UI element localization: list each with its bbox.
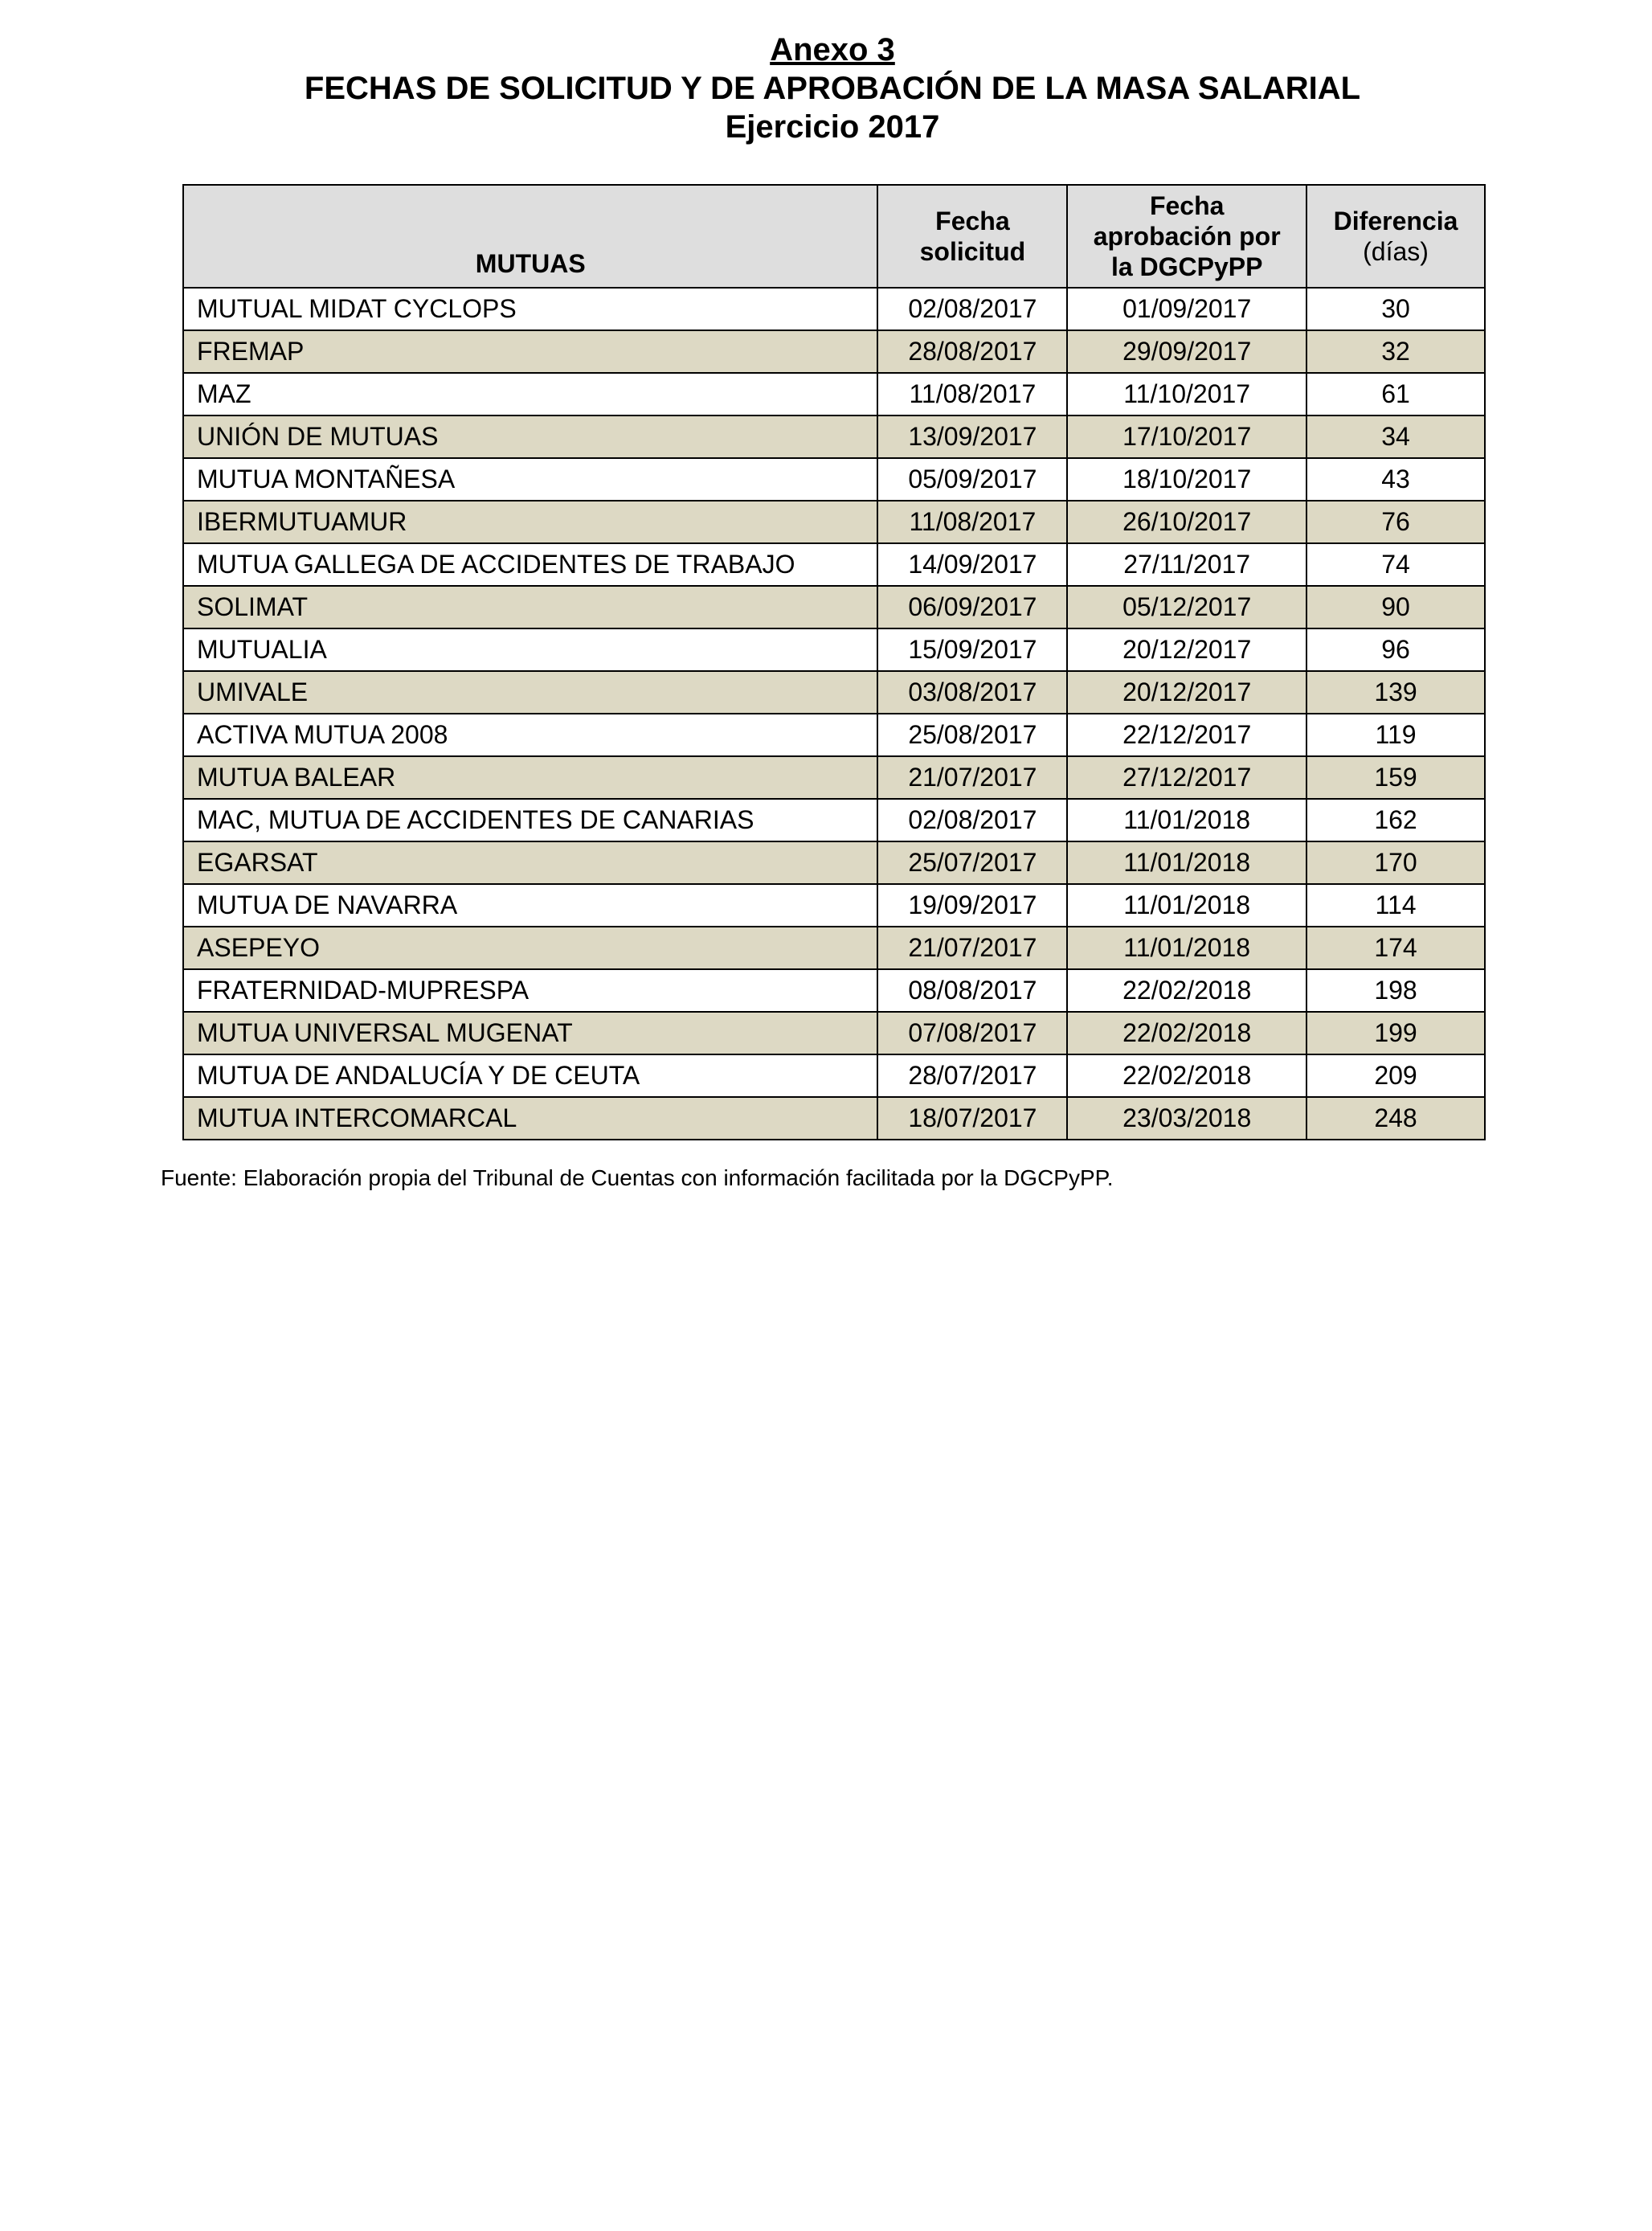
fecha-aprobacion-cell: 11/01/2018 bbox=[1067, 884, 1306, 927]
fecha-solicitud-cell: 15/09/2017 bbox=[877, 628, 1067, 671]
fecha-aprobacion-cell: 27/12/2017 bbox=[1067, 756, 1306, 799]
fecha-solicitud-cell: 19/09/2017 bbox=[877, 884, 1067, 927]
mutua-name-cell: MUTUAL MIDAT CYCLOPS bbox=[183, 288, 877, 330]
table-row bbox=[183, 756, 1485, 799]
dates-table bbox=[182, 184, 1486, 1140]
fecha-solicitud-cell: 21/07/2017 bbox=[877, 927, 1067, 969]
fecha-solicitud-cell: 25/07/2017 bbox=[877, 841, 1067, 884]
fecha-aprobacion-cell: 22/02/2018 bbox=[1067, 1054, 1306, 1097]
fecha-aprobacion-cell: 18/10/2017 bbox=[1067, 458, 1306, 501]
source-note: Fuente: Elaboración propia del Tribunal de Cuentas con información facilitada por la DGCPyPP. bbox=[161, 1165, 1114, 1190]
table-row bbox=[183, 714, 1485, 756]
mutua-name-cell: MUTUA DE NAVARRA bbox=[183, 884, 877, 927]
fecha-solicitud-cell: 05/09/2017 bbox=[877, 458, 1067, 501]
table-row bbox=[183, 884, 1485, 927]
column-header-label: la DGCPyPP bbox=[1110, 252, 1263, 281]
fecha-aprobacion-cell: 26/10/2017 bbox=[1067, 501, 1306, 543]
mutua-name-cell: MAZ bbox=[183, 373, 877, 415]
diferencia-dias-cell: 159 bbox=[1306, 756, 1485, 799]
table-row bbox=[183, 1054, 1485, 1097]
fecha-solicitud-cell: 28/08/2017 bbox=[877, 330, 1067, 373]
fecha-solicitud-cell: 11/08/2017 bbox=[877, 501, 1067, 543]
table-row bbox=[183, 458, 1485, 501]
fecha-solicitud-cell: 08/08/2017 bbox=[877, 969, 1067, 1012]
mutua-name-cell: MAC, MUTUA DE ACCIDENTES DE CANARIAS bbox=[183, 799, 877, 841]
mutua-name-cell: UMIVALE bbox=[183, 671, 877, 714]
diferencia-dias-cell: 248 bbox=[1306, 1097, 1485, 1140]
table-row bbox=[183, 927, 1485, 969]
fecha-aprobacion-cell: 22/02/2018 bbox=[1067, 1012, 1306, 1054]
diferencia-dias-cell: 139 bbox=[1306, 671, 1485, 714]
table-row bbox=[183, 841, 1485, 884]
fecha-aprobacion-cell: 20/12/2017 bbox=[1067, 628, 1306, 671]
document-title: FECHAS DE SOLICITUD Y DE APROBACIÓN DE LA MASA SALARIAL bbox=[304, 71, 1361, 106]
column-header-label: MUTUAS bbox=[475, 249, 586, 278]
diferencia-dias-cell: 209 bbox=[1306, 1054, 1485, 1097]
mutua-name-cell: FREMAP bbox=[183, 330, 877, 373]
document-subtitle: Ejercicio 2017 bbox=[725, 109, 940, 145]
diferencia-dias-cell: 170 bbox=[1306, 841, 1485, 884]
mutua-name-cell: MUTUALIA bbox=[183, 628, 877, 671]
diferencia-dias-cell: 162 bbox=[1306, 799, 1485, 841]
fecha-aprobacion-cell: 20/12/2017 bbox=[1067, 671, 1306, 714]
mutua-name-cell: MUTUA INTERCOMARCAL bbox=[183, 1097, 877, 1140]
table-row bbox=[183, 288, 1485, 330]
table-row bbox=[183, 543, 1485, 586]
fecha-solicitud-cell: 06/09/2017 bbox=[877, 586, 1067, 628]
annex-label: Anexo 3 bbox=[770, 32, 895, 68]
table-row bbox=[183, 628, 1485, 671]
table-row bbox=[183, 1097, 1485, 1140]
diferencia-dias-cell: 198 bbox=[1306, 969, 1485, 1012]
mutua-name-cell: EGARSAT bbox=[183, 841, 877, 884]
fecha-solicitud-cell: 18/07/2017 bbox=[877, 1097, 1067, 1140]
fecha-solicitud-cell: 28/07/2017 bbox=[877, 1054, 1067, 1097]
fecha-solicitud-cell: 11/08/2017 bbox=[877, 373, 1067, 415]
fecha-solicitud-cell: 07/08/2017 bbox=[877, 1012, 1067, 1054]
diferencia-dias-cell: 174 bbox=[1306, 927, 1485, 969]
mutua-name-cell: MUTUA UNIVERSAL MUGENAT bbox=[183, 1012, 877, 1054]
table-row bbox=[183, 415, 1485, 458]
column-header-label: solicitud bbox=[919, 237, 1026, 266]
fecha-aprobacion-cell: 22/02/2018 bbox=[1067, 969, 1306, 1012]
column-header-aprobacion bbox=[1067, 185, 1306, 288]
fecha-aprobacion-cell: 22/12/2017 bbox=[1067, 714, 1306, 756]
mutua-name-cell: FRATERNIDAD-MUPRESPA bbox=[183, 969, 877, 1012]
document-header bbox=[0, 31, 1652, 146]
table-row bbox=[183, 671, 1485, 714]
fecha-aprobacion-cell: 17/10/2017 bbox=[1067, 415, 1306, 458]
diferencia-dias-cell: 61 bbox=[1306, 373, 1485, 415]
fecha-aprobacion-cell: 23/03/2018 bbox=[1067, 1097, 1306, 1140]
mutua-name-cell: ACTIVA MUTUA 2008 bbox=[183, 714, 877, 756]
fecha-solicitud-cell: 13/09/2017 bbox=[877, 415, 1067, 458]
mutua-name-cell: MUTUA GALLEGA DE ACCIDENTES DE TRABAJO bbox=[183, 543, 877, 586]
column-header-label: aprobación por bbox=[1093, 222, 1281, 251]
column-header-label: Fecha bbox=[935, 207, 1010, 235]
diferencia-dias-cell: 43 bbox=[1306, 458, 1485, 501]
fecha-solicitud-cell: 14/09/2017 bbox=[877, 543, 1067, 586]
fecha-aprobacion-cell: 01/09/2017 bbox=[1067, 288, 1306, 330]
mutua-name-cell: UNIÓN DE MUTUAS bbox=[183, 415, 877, 458]
table-row bbox=[183, 969, 1485, 1012]
mutua-name-cell: MUTUA BALEAR bbox=[183, 756, 877, 799]
fecha-solicitud-cell: 02/08/2017 bbox=[877, 288, 1067, 330]
table-row bbox=[183, 586, 1485, 628]
table-row bbox=[183, 799, 1485, 841]
fecha-aprobacion-cell: 11/01/2018 bbox=[1067, 799, 1306, 841]
fecha-aprobacion-cell: 29/09/2017 bbox=[1067, 330, 1306, 373]
column-header-label: Diferencia bbox=[1333, 207, 1458, 235]
fecha-solicitud-cell: 21/07/2017 bbox=[877, 756, 1067, 799]
table-row bbox=[183, 330, 1485, 373]
table-row bbox=[183, 373, 1485, 415]
mutua-name-cell: SOLIMAT bbox=[183, 586, 877, 628]
fecha-solicitud-cell: 25/08/2017 bbox=[877, 714, 1067, 756]
diferencia-dias-cell: 34 bbox=[1306, 415, 1485, 458]
fecha-aprobacion-cell: 27/11/2017 bbox=[1067, 543, 1306, 586]
fecha-solicitud-cell: 02/08/2017 bbox=[877, 799, 1067, 841]
table-row bbox=[183, 501, 1485, 543]
column-header-solicitud bbox=[877, 185, 1067, 288]
table-header-row bbox=[183, 185, 1485, 288]
column-header-diferencia bbox=[1306, 185, 1485, 288]
mutua-name-cell: MUTUA DE ANDALUCÍA Y DE CEUTA bbox=[183, 1054, 877, 1097]
diferencia-dias-cell: 30 bbox=[1306, 288, 1485, 330]
table-row bbox=[183, 1012, 1485, 1054]
mutua-name-cell: MUTUA MONTAÑESA bbox=[183, 458, 877, 501]
fecha-aprobacion-cell: 11/10/2017 bbox=[1067, 373, 1306, 415]
mutua-name-cell: ASEPEYO bbox=[183, 927, 877, 969]
column-header-label: Fecha bbox=[1149, 191, 1225, 220]
diferencia-dias-cell: 74 bbox=[1306, 543, 1485, 586]
column-header-mutuas bbox=[183, 185, 877, 288]
fecha-aprobacion-cell: 11/01/2018 bbox=[1067, 841, 1306, 884]
column-header-label: (días) bbox=[1363, 237, 1429, 266]
diferencia-dias-cell: 90 bbox=[1306, 586, 1485, 628]
diferencia-dias-cell: 96 bbox=[1306, 628, 1485, 671]
diferencia-dias-cell: 32 bbox=[1306, 330, 1485, 373]
fecha-aprobacion-cell: 05/12/2017 bbox=[1067, 586, 1306, 628]
fecha-solicitud-cell: 03/08/2017 bbox=[877, 671, 1067, 714]
fecha-aprobacion-cell: 11/01/2018 bbox=[1067, 927, 1306, 969]
mutua-name-cell: IBERMUTUAMUR bbox=[183, 501, 877, 543]
diferencia-dias-cell: 114 bbox=[1306, 884, 1485, 927]
diferencia-dias-cell: 119 bbox=[1306, 714, 1485, 756]
diferencia-dias-cell: 76 bbox=[1306, 501, 1485, 543]
diferencia-dias-cell: 199 bbox=[1306, 1012, 1485, 1054]
